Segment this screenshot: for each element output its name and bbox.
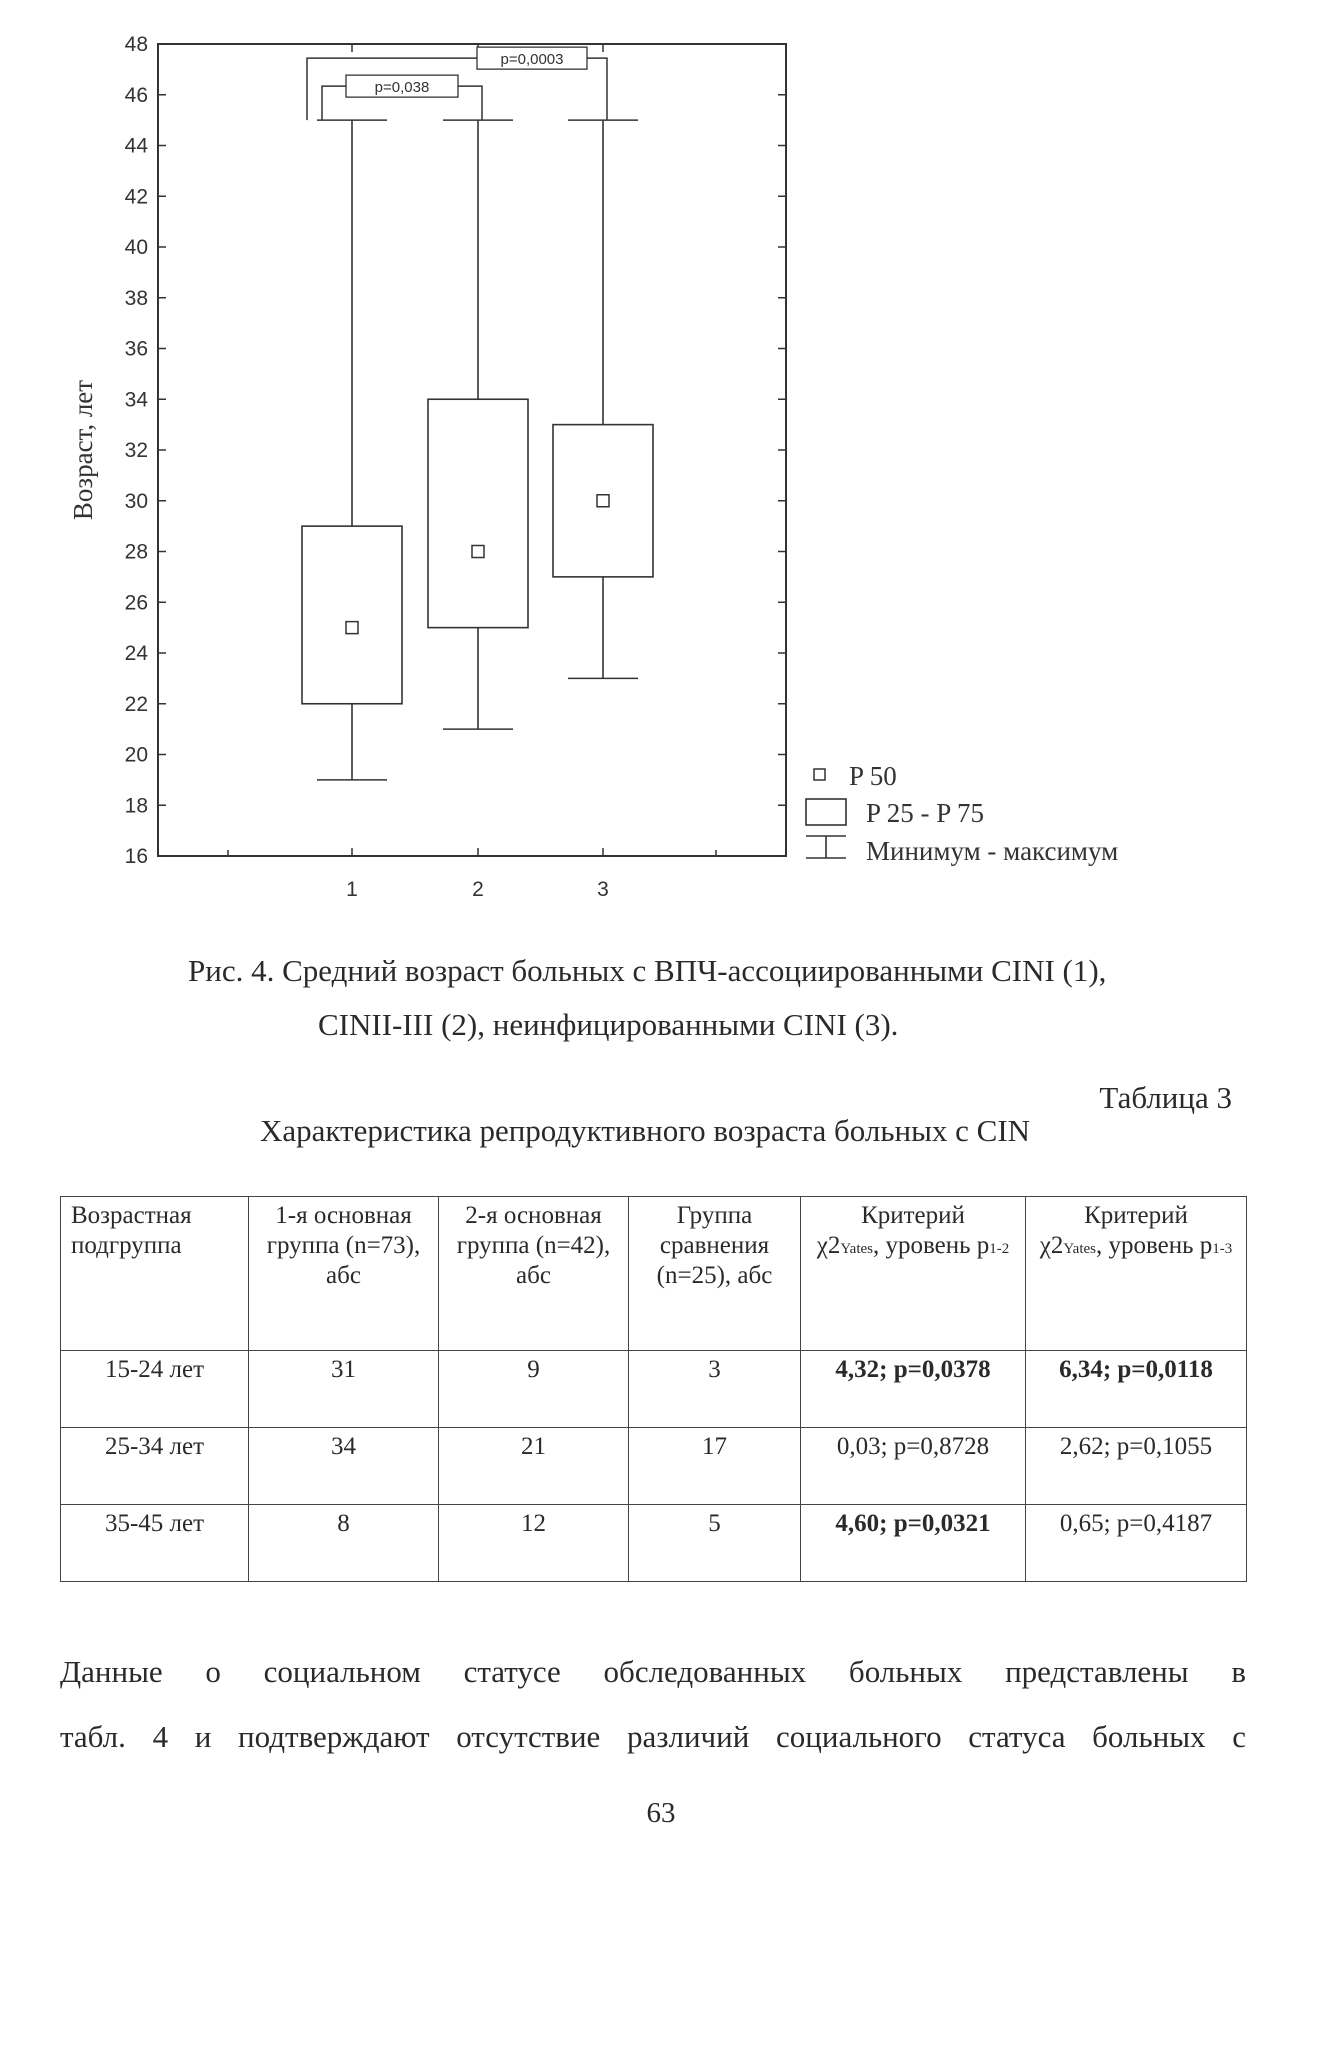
y-tick-label: 18 [124,794,148,818]
cell-group3: 5 [629,1505,801,1582]
cell-p12: 4,32; p=0,0378 [801,1351,1026,1428]
y-tick-label: 28 [124,540,148,564]
header-age-subgroup: Возрастная подгруппа [61,1197,249,1351]
table-row [61,1505,1247,1582]
header-criterion-label: Критерий [861,1202,965,1229]
body-text-line2: табл. 4 и подтверждают отсутствие различий социального статуса больных с [60,1719,1246,1754]
y-tick-label: 48 [124,33,148,56]
header-group1: 1-я основная группа (n=73), абс [249,1197,439,1351]
cell-group2: 9 [439,1351,629,1428]
y-tick-label: 30 [124,489,148,513]
header-chi-symbol: χ2 [816,1232,841,1259]
y-tick-label: 22 [124,692,148,716]
y-axis-label: Возраст, лет [68,379,98,521]
cell-group1: 8 [249,1505,439,1582]
cell-age: 25-34 лет [61,1428,249,1505]
table-title: Характеристика репродуктивного возраста больных с CIN [260,1113,1031,1148]
y-tick-label: 32 [124,439,148,462]
figure-caption-line1: Рис. 4. Средний возраст больных с ВПЧ-ассоциированными CINI (1), [188,953,1107,988]
y-tick-label: 44 [124,134,148,158]
header-criterion-p13 [1026,1197,1247,1351]
table-row [61,1428,1247,1505]
legend-min-max: Минимум - максимум [866,836,1119,866]
y-tick-label: 46 [124,83,148,107]
bracket-label-1-2: p=0,038 [374,79,430,97]
cell-group2: 21 [439,1428,629,1505]
y-tick-label: 42 [124,185,148,209]
cell-group1: 31 [249,1351,439,1428]
header-level-label: , уровень p [872,1232,990,1259]
figure-caption-line2: CINII-III (2), неинфицированными CINI (3). [318,1007,899,1042]
cell-p12: 4,60; p=0,0321 [801,1505,1026,1582]
x-tick-label: 2 [472,878,484,901]
table-number: Таблица 3 [1099,1080,1232,1115]
cell-p13: 2,62; p=0,1055 [1026,1428,1247,1505]
boxplot-chart [0,0,1322,930]
y-tick-label: 40 [124,236,148,259]
header-chi-symbol: χ2 [1039,1232,1064,1259]
bracket-label-1-3: p=0,0003 [500,51,564,69]
cell-p13: 0,65; p=0,4187 [1026,1505,1247,1582]
y-tick-label: 38 [124,286,148,310]
x-tick-label: 3 [597,878,609,901]
header-criterion-p12 [801,1197,1026,1351]
header-p-index: 1-3 [1212,1241,1233,1257]
y-tick-label: 20 [124,743,148,767]
legend-median-marker [814,769,825,780]
header-yates-subscript: Yates [1063,1241,1096,1257]
table-row [61,1351,1247,1428]
iqr-box [428,399,528,627]
y-tick-label: 24 [124,642,148,665]
x-tick-label: 1 [346,878,358,901]
y-tick-label: 16 [124,845,148,868]
cell-p12: 0,03; p=0,8728 [801,1428,1026,1505]
header-p-index: 1-2 [989,1241,1010,1257]
header-level-label: , уровень p [1095,1232,1213,1259]
cell-p13: 6,34; p=0,0118 [1026,1351,1247,1428]
header-comparison-group: Группа сравнения (n=25), абс [629,1197,801,1351]
legend-p50: P 50 [849,761,897,791]
cell-group3: 17 [629,1428,801,1505]
y-tick-label: 26 [124,591,148,615]
y-tick-label: 36 [124,337,148,361]
age-table [60,1196,1247,1582]
median-marker [472,546,484,558]
legend-iqr-box [806,799,846,825]
body-text-line1: Данные о социальном статусе обследованных больных представлены в [60,1654,1246,1689]
header-group2: 2-я основная группа (n=42), абс [439,1197,629,1351]
cell-group2: 12 [439,1505,629,1582]
median-marker [597,495,609,507]
legend-p25-p75: P 25 - P 75 [866,798,985,828]
iqr-box [302,526,402,704]
header-criterion-label: Критерий [1084,1202,1188,1229]
median-marker [346,622,358,634]
boxplot-figure [0,0,1322,930]
cell-age: 15-24 лет [61,1351,249,1428]
cell-group1: 34 [249,1428,439,1505]
cell-group3: 3 [629,1351,801,1428]
y-tick-label: 34 [124,388,148,412]
table-header-row [61,1197,1247,1351]
header-yates-subscript: Yates [840,1241,873,1257]
page-number: 63 [646,1797,676,1829]
cell-age: 35-45 лет [61,1505,249,1582]
